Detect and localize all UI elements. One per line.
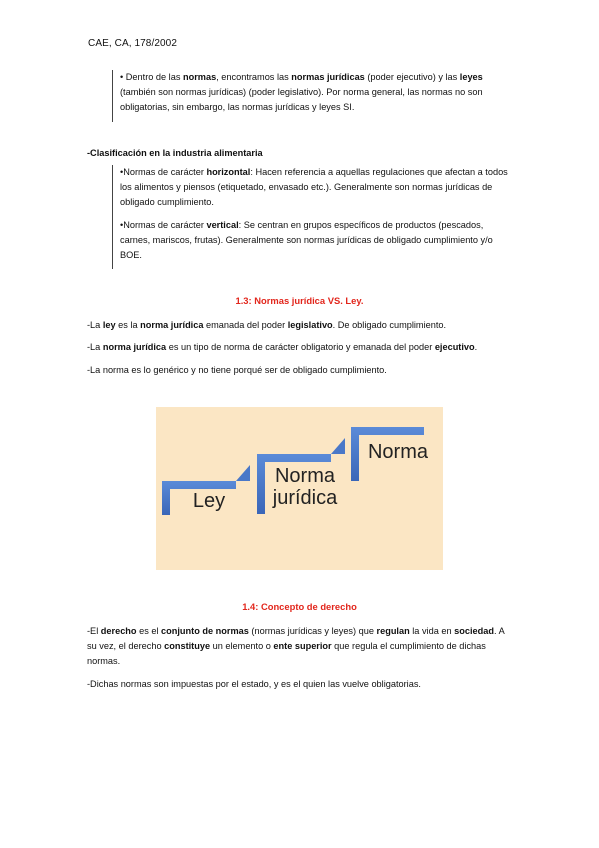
text: que regula el cumplimiento de dichas normas. [87,641,486,666]
bullet: • [120,72,124,82]
bold-text: normas [182,72,217,82]
bold-text: ley [102,320,116,330]
section-title-1-4: 1.4: Concepto de derecho [242,601,357,612]
step-up-diagram [156,407,443,570]
text: : Hacen referencia a aquellas regulaciones que afectan a todos los alimentos y piensos (etiquetado, envasado etc.). Generalmente son normas jurídicas de obligado cumplimiento. [120,167,508,207]
document-header: CAE, CA, 178/2002 [88,38,177,49]
bold-text: regulan [376,626,410,636]
bold-text: sociedad [454,626,494,636]
text: : Se centran en grupos específicos de productos (pescados, carnes, mariscos, frutas). Generalmente son normas jurídicas de obligado cumplimiento y/o BOE. [120,220,493,260]
text: Dentro de las [125,72,183,82]
text: , encontramos las [216,72,292,82]
quote-block-normas [112,70,515,122]
diagram-label-norma-juridica [264,465,346,509]
text: la vida en [409,626,455,636]
text: un elemento o [210,641,274,651]
label-line: jurídica [272,487,338,509]
bold-text: conjunto de normas [161,626,249,636]
bold-text: ejecutivo [434,342,475,352]
section-title-clasificacion: -Clasificación en la industria alimentaria [87,148,263,158]
bold-text: leyes [459,72,483,82]
bullet: • [120,167,124,177]
text: (también son normas jurídicas) (poder legislativo). Por norma general, las normas no son obligatorias, sin embargo, las normas jurídicas y leyes SI. [120,87,483,112]
bold-text: norma jurídica [102,342,167,352]
section-title-1-3 [0,295,599,306]
text: . [474,342,478,352]
bold-text: constituye [164,641,211,651]
bullet: • [120,220,124,230]
text: es la [115,320,141,330]
text: . A su vez, el derecho [87,626,505,651]
label-line: Norma [274,465,335,487]
diagram-label-ley: Ley [192,490,226,512]
bold-text: horizontal [206,167,251,177]
paragraph-horizontal [120,165,515,210]
diagram-label-norma: Norma [367,441,428,463]
text: . De obligado cumplimiento. [332,320,447,330]
bold-text: normas jurídicas [291,72,365,82]
text: (poder ejecutivo) y las [364,72,460,82]
section-number: 1.3 [235,295,249,306]
line-norma-juridica [87,340,517,355]
text: -El [87,626,101,636]
bold-text: legislativo [287,320,333,330]
paragraph-impuestas: -Dichas normas son impuestas por el estado, y es el quien las vuelve obligatorias. [87,679,421,689]
text: emanada del poder [203,320,288,330]
text: es el [136,626,162,636]
paragraph-vertical [120,218,515,263]
text: -La [87,342,103,352]
text: es un tipo de norma de carácter obligatorio y emanada del poder [166,342,435,352]
bold-text: norma jurídica [140,320,204,330]
bold-text: ente superior [273,641,332,651]
paragraph-derecho [87,624,515,669]
line-ley [87,318,517,333]
text: Normas de carácter [123,220,207,230]
bold-text: vertical [206,220,239,230]
bold-text: derecho [100,626,137,636]
text: (normas jurídicas y leyes) que [248,626,377,636]
paragraph-normas [120,70,515,115]
quote-block-clasificacion [112,165,515,269]
line-norma-generica: -La norma es lo genérico y no tiene porqué ser de obligado cumplimiento. [87,365,387,375]
section-title-text: : Normas jurídica VS. Ley. [248,295,364,306]
text: Normas de carácter [123,167,207,177]
text: -La [87,320,103,330]
